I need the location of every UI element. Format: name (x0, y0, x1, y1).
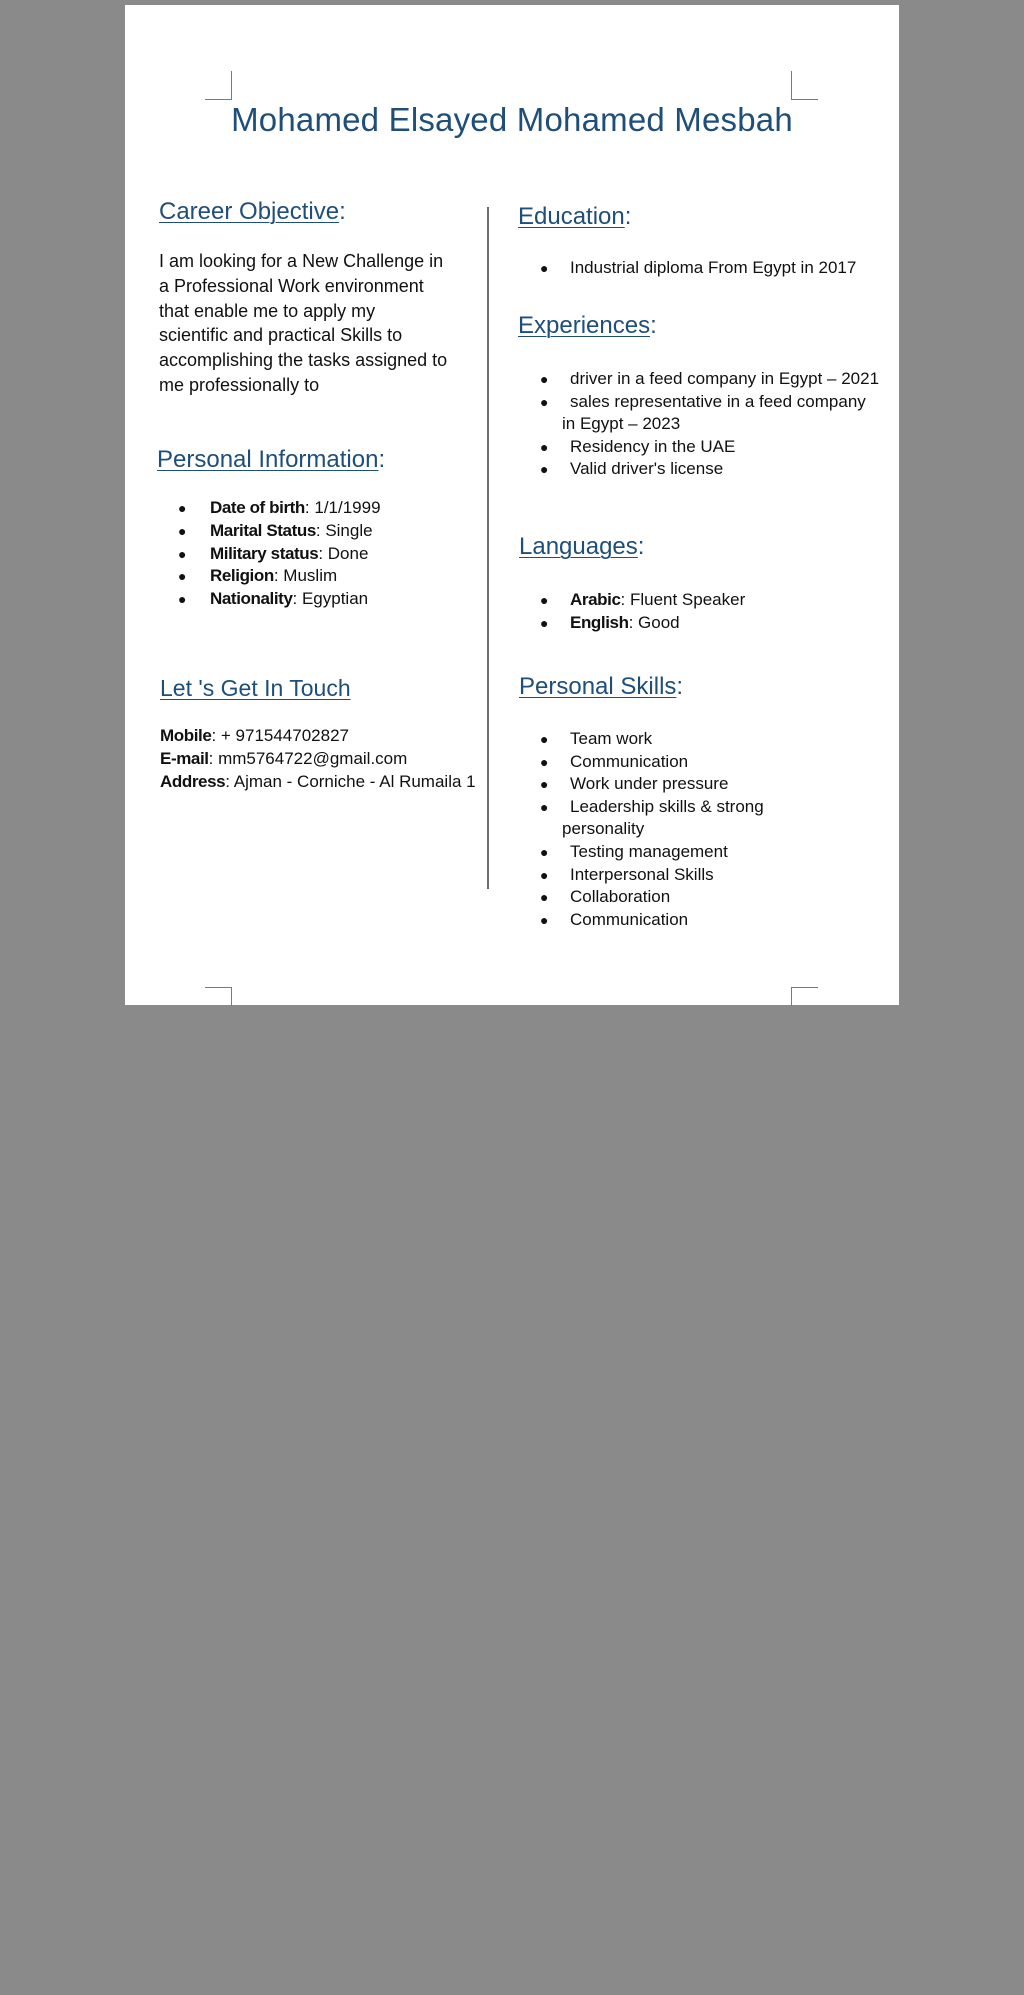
list-item: ● Leadership skills & strong personality (540, 796, 764, 839)
bullet-icon: ● (540, 889, 549, 906)
list-item: ● Religion: Muslim (178, 565, 381, 588)
languages-list (540, 589, 745, 635)
bullet-icon: ● (178, 500, 187, 516)
list-item: ● Communication (540, 751, 764, 774)
resume-page (125, 5, 899, 1005)
list-item: ● Interpersonal Skills (540, 864, 764, 887)
bullet-icon: ● (178, 545, 187, 562)
list-item: ● Team work (540, 728, 764, 751)
column-divider (487, 207, 489, 889)
list-item: ● Nationality: Egyptian (178, 588, 381, 611)
crop-mark-top-left (205, 71, 232, 100)
list-item: ● Valid driver's license (540, 458, 879, 481)
languages-heading: Languages: (519, 533, 645, 560)
crop-mark-bottom-left (205, 987, 232, 1006)
personal-information-heading: Personal Information: (157, 446, 386, 473)
list-item: ● English: Good (540, 612, 745, 635)
bullet-icon: ● (178, 568, 187, 585)
list-item: ● Testing management (540, 841, 764, 864)
bullet-icon: ● (540, 753, 549, 770)
bullet-icon: ● (540, 438, 549, 455)
education-heading: Education: (518, 203, 632, 230)
experiences-list (540, 368, 879, 481)
bullet-icon: ● (178, 591, 187, 608)
resume-name: Mohamed Elsayed Mohamed Mesbah (231, 101, 793, 138)
list-item: ● Military status: Done (178, 543, 381, 566)
bullet-icon: ● (540, 843, 549, 860)
list-item: ● Collaboration (540, 886, 764, 909)
contact-details (160, 724, 476, 793)
bullet-icon: ● (540, 371, 549, 387)
list-item: ● Residency in the UAE (540, 436, 879, 459)
bullet-icon: ● (540, 614, 549, 631)
bullet-icon: ● (540, 776, 549, 793)
contact-email: E-mail: mm5764722@gmail.com (160, 749, 408, 768)
list-item: ● Date of birth: 1/1/1999 (178, 497, 381, 520)
bullet-icon: ● (540, 461, 549, 478)
bullet-icon: ● (178, 522, 187, 539)
career-objective-heading: Career Objective: (159, 198, 346, 225)
personal-skills-list (540, 728, 764, 931)
bullet-icon: ● (540, 911, 549, 928)
contact-mobile: Mobile: + 971544702827 (160, 726, 349, 745)
bullet-icon: ● (540, 798, 549, 815)
personal-information-list (178, 497, 381, 611)
contact-address: Address: Ajman - Corniche - Al Rumaila 1 (160, 772, 476, 791)
bullet-icon: ● (540, 260, 549, 276)
experiences-heading: Experiences: (518, 312, 657, 339)
list-item: ● Industrial diploma From Egypt in 2017 (540, 256, 856, 280)
contact-heading: Let 's Get In Touch (160, 675, 351, 701)
bullet-icon: ● (540, 592, 549, 608)
list-item: ● Arabic: Fluent Speaker (540, 589, 745, 612)
education-list (540, 256, 856, 280)
list-item: ● Work under pressure (540, 773, 764, 796)
list-item: ● Communication (540, 909, 764, 932)
list-item: ● driver in a feed company in Egypt – 2021 (540, 368, 879, 391)
personal-skills-heading: Personal Skills: (519, 673, 684, 700)
crop-mark-top-right (791, 71, 818, 100)
list-item: ● sales representative in a feed company in Egypt – 2023 (540, 391, 866, 434)
list-item: ● Marital Status: Single (178, 520, 381, 543)
bullet-icon: ● (540, 866, 549, 883)
bullet-icon: ● (540, 393, 549, 410)
bullet-icon: ● (540, 731, 549, 747)
crop-mark-bottom-right (791, 987, 818, 1006)
career-objective-text: I am looking for a New Challenge in a Professional Work environment that enable me to apply my scientific and practical Skills to accomplishing the tasks assigned to me professionally to (159, 251, 448, 395)
